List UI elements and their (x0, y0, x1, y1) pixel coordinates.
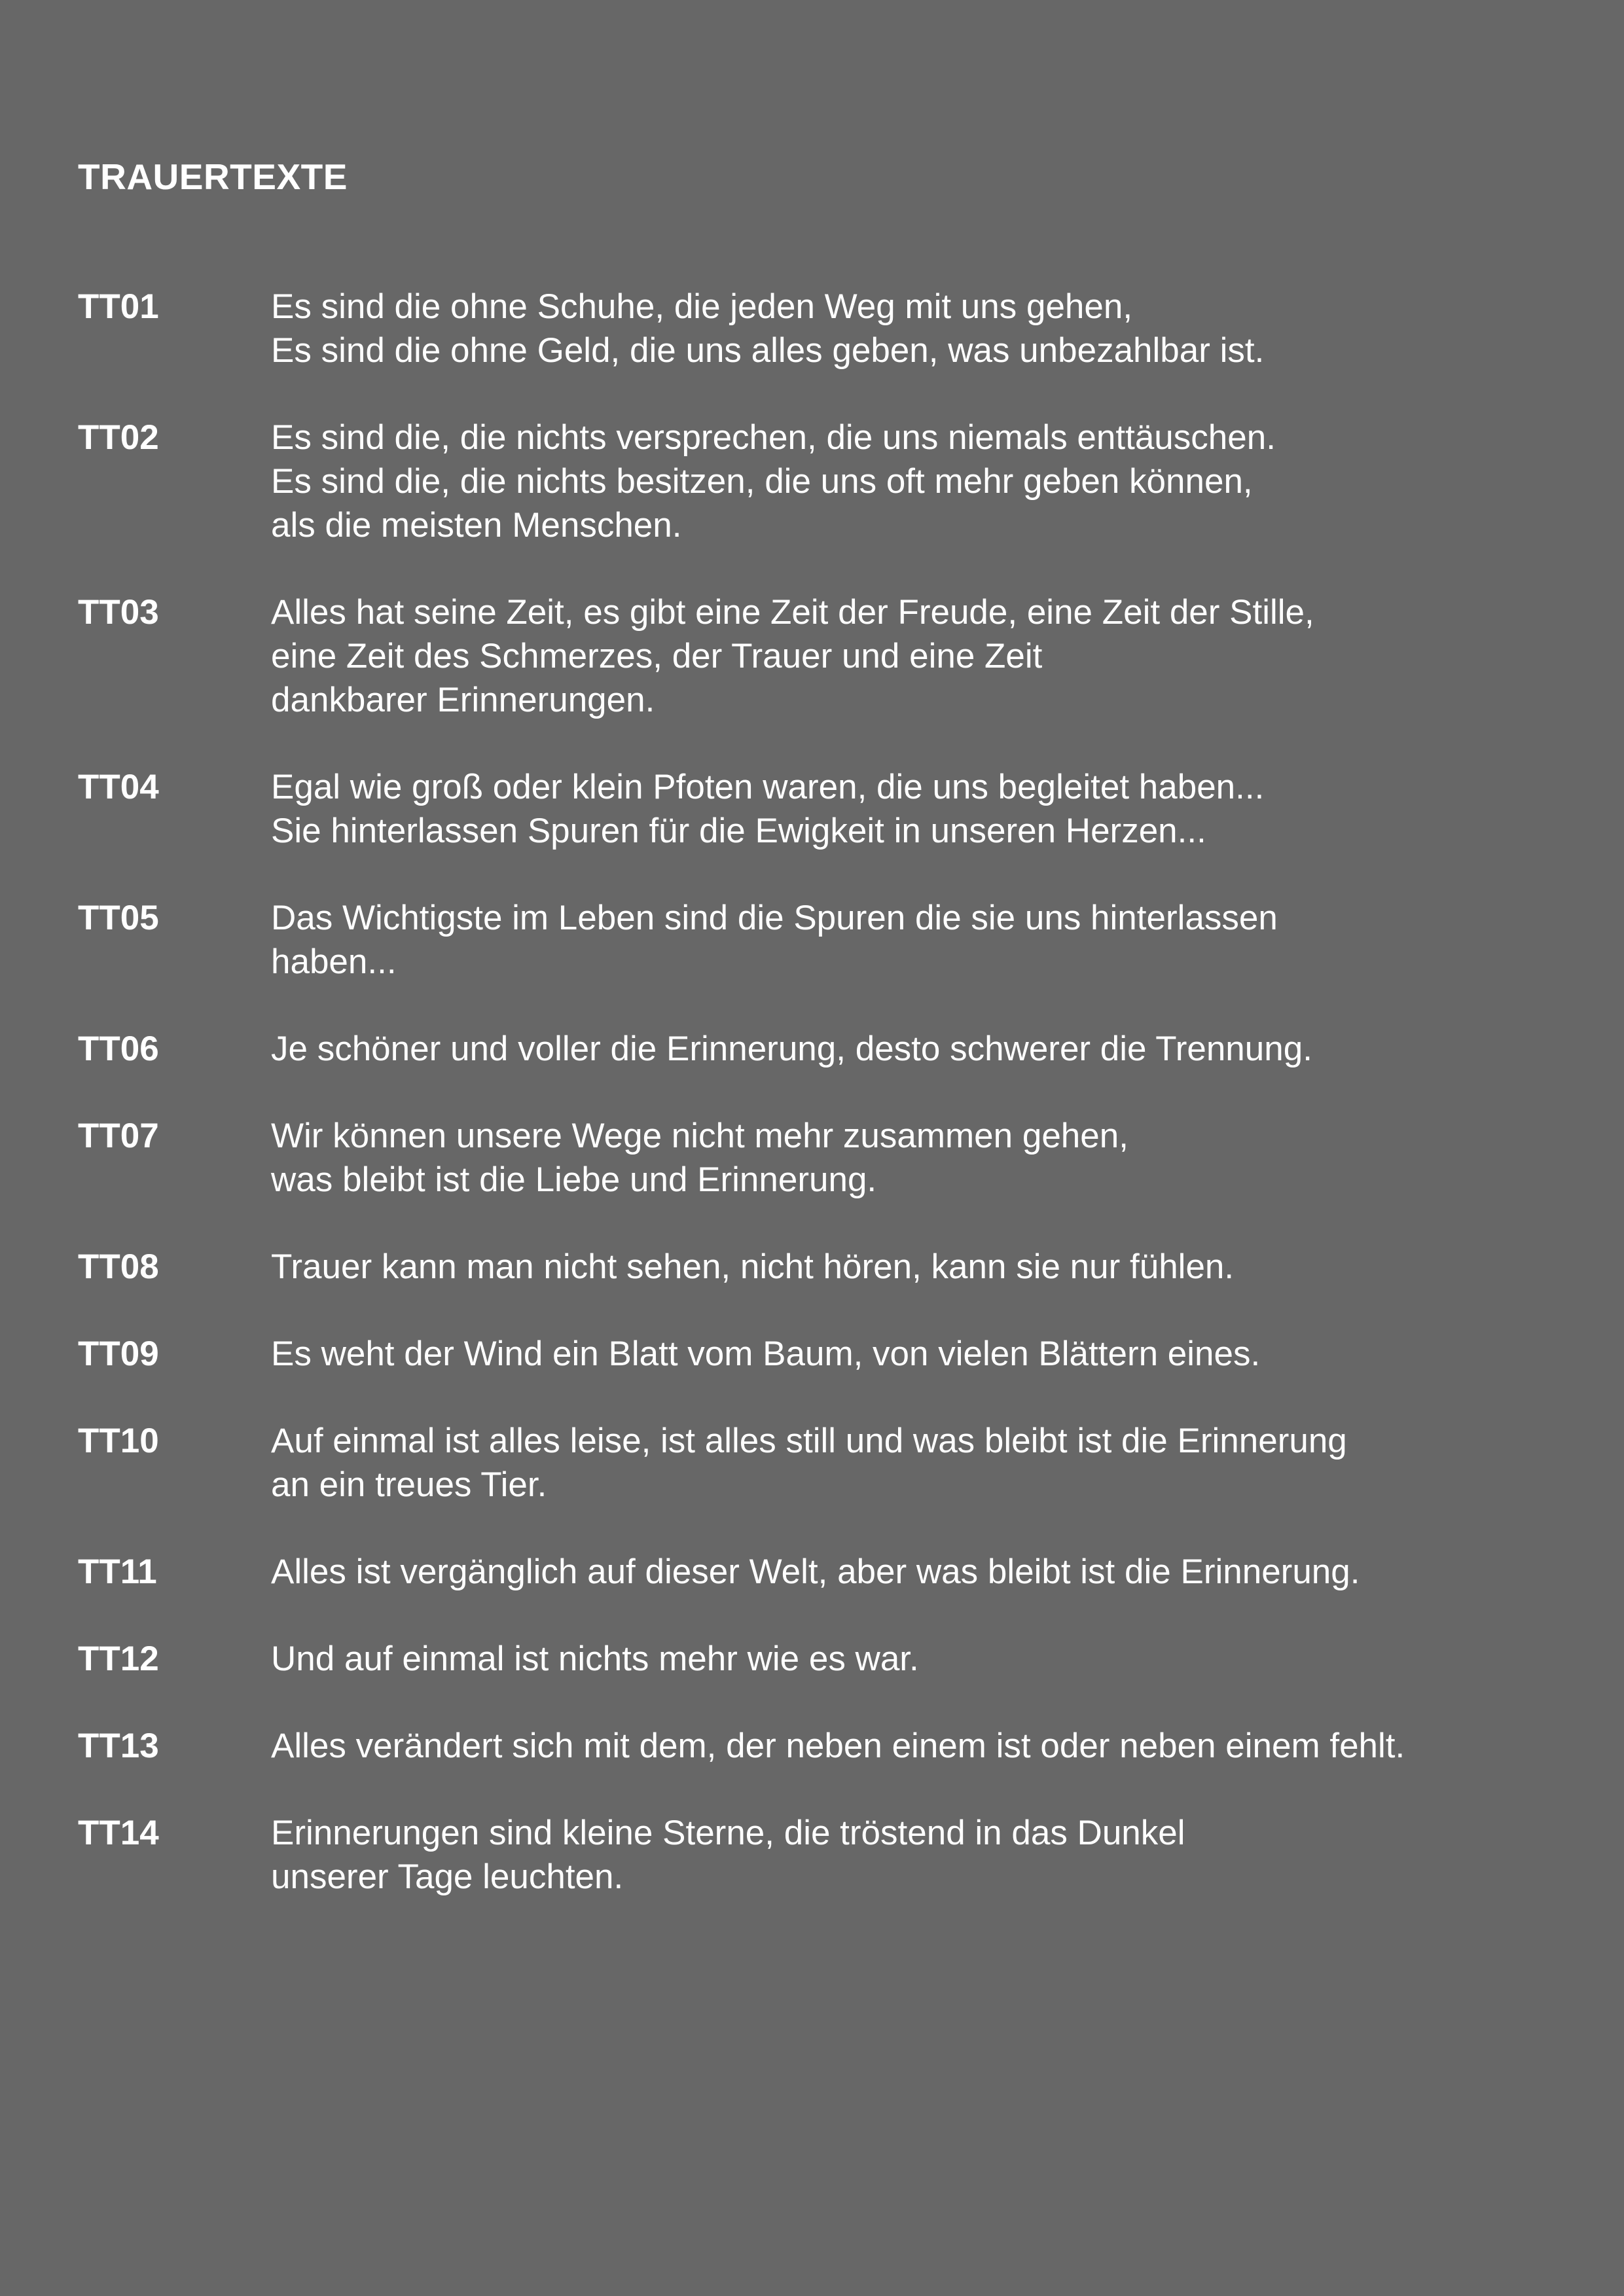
entry-tt09 (78, 1332, 1583, 1376)
entry-code: TT14 (78, 1814, 159, 1852)
entry-line: haben... (271, 942, 397, 981)
entry-line: was bleibt ist die Liebe und Erinnerung. (271, 1160, 877, 1199)
entry-tt11 (78, 1550, 1583, 1594)
entry-line: dankbarer Erinnerungen. (271, 681, 655, 719)
entry-code: TT12 (78, 1640, 159, 1678)
entry-tt07 (78, 1114, 1583, 1202)
entry-tt08 (78, 1245, 1583, 1289)
entry-code: TT05 (78, 899, 159, 937)
entry-line: Wir können unsere Wege nicht mehr zusammen gehen, (271, 1117, 1128, 1155)
entry-tt03 (78, 590, 1583, 722)
entry-text (271, 1245, 1234, 1289)
entry-text (271, 1811, 1185, 1899)
entry-line: Das Wichtigste im Leben sind die Spuren die sie uns hinterlassen (271, 899, 1278, 937)
entry-tt13 (78, 1724, 1583, 1768)
entry-tt02 (78, 416, 1583, 547)
entry-text (271, 1332, 1260, 1376)
entry-line: Alles hat seine Zeit, es gibt eine Zeit der Freude, eine Zeit der Stille, (271, 593, 1314, 632)
entry-text (271, 1637, 919, 1681)
entry-tt01 (78, 285, 1583, 372)
entry-line: Es sind die ohne Geld, die uns alles geben, was unbezahlbar ist. (271, 331, 1265, 370)
entry-tt14 (78, 1811, 1583, 1899)
entry-text (271, 590, 1314, 722)
entry-code: TT02 (78, 418, 159, 457)
entry-code: TT04 (78, 768, 159, 806)
entry-line: Egal wie groß oder klein Pfoten waren, die uns begleitet haben... (271, 768, 1265, 806)
entry-text (271, 1724, 1405, 1768)
entry-line: unserer Tage leuchten. (271, 1857, 624, 1896)
entry-tt06 (78, 1027, 1583, 1071)
entry-line: Sie hinterlassen Spuren für die Ewigkeit in unseren Herzen... (271, 812, 1206, 850)
entry-tt04 (78, 765, 1583, 853)
entry-text (271, 1550, 1360, 1594)
entry-text (271, 1419, 1347, 1507)
entry-tt12 (78, 1637, 1583, 1681)
entry-tt05 (78, 896, 1583, 984)
entry-line: Und auf einmal ist nichts mehr wie es war. (271, 1640, 919, 1678)
entry-code: TT11 (78, 1552, 157, 1591)
entry-line: als die meisten Menschen. (271, 506, 682, 545)
entry-text (271, 1027, 1312, 1071)
entry-code: TT07 (78, 1117, 159, 1155)
entry-code: TT03 (78, 593, 159, 632)
entry-code: TT13 (78, 1727, 159, 1765)
entry-code: TT09 (78, 1335, 159, 1373)
entry-line: Alles verändert sich mit dem, der neben einem ist oder neben einem fehlt. (271, 1727, 1405, 1765)
entry-code: TT08 (78, 1247, 159, 1286)
entry-line: Je schöner und voller die Erinnerung, desto schwerer die Trennung. (271, 1030, 1312, 1068)
entry-code: TT01 (78, 287, 159, 326)
entry-code: TT06 (78, 1030, 159, 1068)
entry-list (78, 285, 1583, 1942)
entry-tt10 (78, 1419, 1583, 1507)
entry-text (271, 416, 1276, 547)
entry-line: Alles ist vergänglich auf dieser Welt, aber was bleibt ist die Erinnerung. (271, 1552, 1360, 1591)
entry-text (271, 765, 1264, 853)
page-title: TRAUERTEXTE (78, 156, 348, 197)
entry-line: Es sind die, die nichts besitzen, die uns oft mehr geben können, (271, 462, 1253, 501)
entry-line: Erinnerungen sind kleine Sterne, die tröstend in das Dunkel (271, 1814, 1185, 1852)
entry-line: an ein treues Tier. (271, 1465, 547, 1504)
entry-line: eine Zeit des Schmerzes, der Trauer und eine Zeit (271, 637, 1043, 675)
entry-line: Es sind die ohne Schuhe, die jeden Weg mit uns gehen, (271, 287, 1133, 326)
entry-line: Trauer kann man nicht sehen, nicht hören, kann sie nur fühlen. (271, 1247, 1235, 1286)
entry-text (271, 896, 1278, 984)
entry-line: Auf einmal ist alles leise, ist alles still und was bleibt ist die Erinnerung (271, 1422, 1347, 1460)
entry-text (271, 285, 1264, 372)
entry-line: Es weht der Wind ein Blatt vom Baum, von vielen Blättern eines. (271, 1335, 1261, 1373)
entry-text (271, 1114, 1128, 1202)
entry-code: TT10 (78, 1422, 159, 1460)
entry-line: Es sind die, die nichts versprechen, die uns niemals enttäuschen. (271, 418, 1276, 457)
